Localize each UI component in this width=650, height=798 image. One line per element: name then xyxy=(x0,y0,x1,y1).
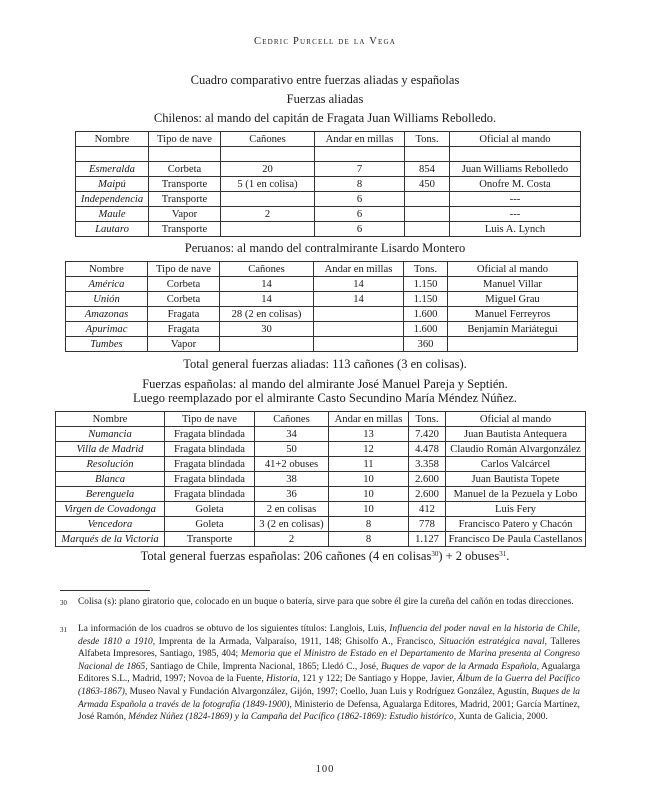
col-header-speed: Andar en millas xyxy=(329,412,409,427)
col-header-ship-type: Tipo de nave xyxy=(149,132,221,147)
cell-officer: Carlos Valcárcel xyxy=(446,457,586,472)
cell-tons: 412 xyxy=(409,502,446,517)
cell-tons: 4.478 xyxy=(409,442,446,457)
cell-cannons: 2 xyxy=(255,532,329,547)
spain-total-text: Total general fuerzas españolas: 206 cañones (4 en colisas xyxy=(140,549,432,563)
cell-tons: 1.600 xyxy=(404,307,448,322)
cell-officer: Juan Williams Rebolledo xyxy=(450,162,581,177)
cell-cannons: 38 xyxy=(255,472,329,487)
table-row xyxy=(76,192,581,207)
footnote-text-part: , Talleres Alfabeta Impresores, Santiago, 1985, 404; xyxy=(78,636,580,660)
page-title: Cuadro comparativo entre fuerzas aliadas y españolas xyxy=(190,73,460,87)
footnote-number: 30 xyxy=(60,599,67,607)
cell-ship-type: Transporte xyxy=(165,532,255,547)
footnote-text-part: La información de los cuadros se obtuvo de los siguientes títulos: Langlois, Luis, xyxy=(78,624,390,634)
cell-officer: --- xyxy=(450,207,581,222)
cell-ship-type: Fragata xyxy=(148,307,220,322)
cell-officer: Francisco De Paula Castellanos xyxy=(446,532,586,547)
cell-ship-type: Fragata blindada xyxy=(165,427,255,442)
peru-table xyxy=(65,261,578,352)
table-row xyxy=(66,277,578,292)
cell-speed: 8 xyxy=(329,532,409,547)
footnote-title: Méndez Núñez (1824-1869) y la Campaña del Pacífico (1862-1869): Estudio histórico, xyxy=(128,712,457,723)
cell-speed xyxy=(314,322,404,337)
spain-table xyxy=(55,411,586,547)
footnote-text-part: , Santiago de Chile, Imprenta Nacional, 1865; Lledó C., José, xyxy=(145,661,381,672)
col-header-name: Nombre xyxy=(66,262,148,277)
cell-cannons: 14 xyxy=(220,292,314,307)
table-row xyxy=(56,472,586,487)
footnote-divider xyxy=(60,590,150,591)
cell-ship-type: Fragata blindada xyxy=(165,472,255,487)
table-header-row xyxy=(76,132,581,147)
cell-officer: Juan Bautista Antequera xyxy=(446,427,586,442)
footnote-title: Influencia del poder naval en la historia de Chile, desde 1810 a 1910 xyxy=(78,624,580,647)
cell-cannons: 36 xyxy=(255,487,329,502)
cell-speed: 12 xyxy=(329,442,409,457)
cell-tons: 1.150 xyxy=(404,292,448,307)
cell-name: Maipú xyxy=(76,177,149,192)
cell-tons: 2.600 xyxy=(409,487,446,502)
cell-officer: Manuel Villar xyxy=(448,277,578,292)
table-row xyxy=(76,222,581,237)
table-row xyxy=(56,457,586,472)
cell-officer: Manuel Ferreyros xyxy=(448,307,578,322)
cell-name: Blanca xyxy=(56,472,165,487)
cell-ship-type: Corbeta xyxy=(148,292,220,307)
cell-cannons: 50 xyxy=(255,442,329,457)
cell-ship-type: Fragata blindada xyxy=(165,457,255,472)
table-row xyxy=(56,517,586,532)
cell-name: Esmeralda xyxy=(76,162,149,177)
spain-heading-1: Fuerzas españolas: al mando del almirante José Manuel Pareja y Septién. xyxy=(142,377,508,391)
col-header-officer: Oficial al mando xyxy=(446,412,586,427)
cell-ship-type: Corbeta xyxy=(148,277,220,292)
cell-speed: 14 xyxy=(314,292,404,307)
cell-officer: Luis Fery xyxy=(446,502,586,517)
cell-ship-type: Transporte xyxy=(149,177,221,192)
spain-total-text-middle: ) + 2 obuses xyxy=(438,549,500,563)
cell-name: Berenguela xyxy=(56,487,165,502)
col-header-speed: Andar en millas xyxy=(315,132,405,147)
cell-name: Maule xyxy=(76,207,149,222)
col-header-officer: Oficial al mando xyxy=(448,262,578,277)
footnote-text-part: , Ministerio de Defensa, Agualarga Editores, Madrid, 2001; García Martínez, José Ramón, xyxy=(78,699,580,723)
table-row xyxy=(76,147,581,162)
cell-cannons xyxy=(220,337,314,352)
cell-cannons xyxy=(221,192,315,207)
cell-tons xyxy=(405,222,450,237)
footnote-title: Historia xyxy=(266,674,298,685)
col-header-name: Nombre xyxy=(56,412,165,427)
footnote-ref-30[interactable]: 30 xyxy=(431,550,439,558)
cell-ship-type xyxy=(149,147,221,162)
col-header-officer: Oficial al mando xyxy=(450,132,581,147)
footnote-text-part: , Agualarga Editores S.L., Madrid, 1997; Novoa de la Fuente, xyxy=(78,661,581,685)
table-row xyxy=(76,162,581,177)
cell-officer: Miguel Grau xyxy=(448,292,578,307)
cell-name: Independencia xyxy=(76,192,149,207)
cell-officer: Onofre M. Costa xyxy=(450,177,581,192)
cell-name: Virgen de Covadonga xyxy=(56,502,165,517)
cell-name: Resolución xyxy=(56,457,165,472)
footnote-text-part: Xunta de Galicia, 2000. xyxy=(456,712,548,723)
cell-officer xyxy=(448,337,578,352)
table-header-row xyxy=(56,412,586,427)
footnote-title: Buques de la Armada Española a través de la fotografía (1849-1900) xyxy=(78,686,580,710)
footnote-title: Buques de vapor de la Armada Española xyxy=(380,661,537,672)
cell-ship-type: Goleta xyxy=(165,517,255,532)
cell-cannons: 30 xyxy=(220,322,314,337)
cell-officer: Claudio Román Alvargonzález xyxy=(446,442,586,457)
table-row xyxy=(56,487,586,502)
page-number: 100 xyxy=(315,764,335,775)
footnote-title: Memoria que el Ministro de Estado en el Departamento de Marina presenta al Congreso Nacional de 1865 xyxy=(78,649,580,672)
cell-officer: Benjamín Mariátegui xyxy=(448,322,578,337)
cell-speed: 8 xyxy=(315,177,405,192)
col-header-speed: Andar en millas xyxy=(314,262,404,277)
col-header-cannons: Cañones xyxy=(221,132,315,147)
cell-name: Tumbes xyxy=(66,337,148,352)
cell-tons: 2.600 xyxy=(409,472,446,487)
cell-ship-type: Corbeta xyxy=(149,162,221,177)
table-row xyxy=(66,292,578,307)
table-row xyxy=(76,177,581,192)
cell-ship-type: Fragata blindada xyxy=(165,442,255,457)
footnote-number: 31 xyxy=(60,626,67,634)
footnote-text: Colisa (s): plano giratorio que, colocado en un buque o batería, sirve para que sobre él gire la cureña del cañón en todas direcciones. xyxy=(78,597,574,607)
cell-cannons xyxy=(221,222,315,237)
cell-ship-type: Vapor xyxy=(148,337,220,352)
cell-cannons: 2 en colisas xyxy=(255,502,329,517)
footnote-31 xyxy=(60,623,580,724)
allied-forces-heading: Fuerzas aliadas xyxy=(286,92,364,106)
footnote-30 xyxy=(60,596,580,609)
footnote-title: Situación estratégica naval xyxy=(439,636,545,647)
cell-name xyxy=(76,147,149,162)
footnote-text-part: , 121 y 122; De Santiago y Hoppe, Javier, xyxy=(297,674,458,685)
table-row xyxy=(56,442,586,457)
cell-ship-type: Vapor xyxy=(149,207,221,222)
cell-cannons: 2 xyxy=(221,207,315,222)
cell-cannons: 20 xyxy=(221,162,315,177)
cell-tons xyxy=(405,147,450,162)
col-header-cannons: Cañones xyxy=(255,412,329,427)
col-header-name: Nombre xyxy=(76,132,149,147)
cell-tons: 450 xyxy=(405,177,450,192)
cell-speed: 6 xyxy=(315,207,405,222)
cell-speed: 6 xyxy=(315,192,405,207)
table-row xyxy=(56,427,586,442)
cell-tons xyxy=(405,192,450,207)
table-row xyxy=(56,502,586,517)
col-header-tons: Tons. xyxy=(409,412,446,427)
col-header-cannons: Cañones xyxy=(220,262,314,277)
cell-tons: 854 xyxy=(405,162,450,177)
table-row xyxy=(76,207,581,222)
cell-tons: 1.127 xyxy=(409,532,446,547)
table-row xyxy=(66,337,578,352)
cell-speed xyxy=(315,147,405,162)
cell-cannons: 34 xyxy=(255,427,329,442)
cell-name: Amazonas xyxy=(66,307,148,322)
cell-speed: 7 xyxy=(315,162,405,177)
cell-tons: 3.358 xyxy=(409,457,446,472)
chile-heading: Chilenos: al mando del capitán de Fragata Juan Williams Rebolledo. xyxy=(153,111,497,125)
chile-table xyxy=(75,131,581,237)
col-header-ship-type: Tipo de nave xyxy=(148,262,220,277)
cell-tons: 1.150 xyxy=(404,277,448,292)
spain-total-text-end: . xyxy=(506,549,510,563)
cell-speed: 13 xyxy=(329,427,409,442)
cell-name: América xyxy=(66,277,148,292)
table-header-row xyxy=(66,262,578,277)
footnote-text-part: , Imprenta de la Armada, Valparaíso, 1911, 148; Ghisolfo A., Francisco, xyxy=(152,636,440,647)
table-row xyxy=(66,322,578,337)
cell-name: Marqués de la Victoria xyxy=(56,532,165,547)
cell-name: Numancia xyxy=(56,427,165,442)
cell-ship-type: Fragata xyxy=(148,322,220,337)
cell-officer: Luis A. Lynch xyxy=(450,222,581,237)
cell-tons: 7.420 xyxy=(409,427,446,442)
cell-name: Lautaro xyxy=(76,222,149,237)
cell-name: Villa de Madrid xyxy=(56,442,165,457)
cell-cannons: 14 xyxy=(220,277,314,292)
footnote-text xyxy=(78,623,580,724)
cell-speed: 10 xyxy=(329,472,409,487)
cell-name: Apurimac xyxy=(66,322,148,337)
col-header-tons: Tons. xyxy=(405,132,450,147)
spain-heading-2: Luego reemplazado por el almirante Casto Secundino María Méndez Núñez. xyxy=(133,391,517,405)
cell-officer xyxy=(450,147,581,162)
col-header-ship-type: Tipo de nave xyxy=(165,412,255,427)
running-head: Cedric Purcell de la Vega xyxy=(253,36,396,47)
table-row xyxy=(56,532,586,547)
cell-cannons: 3 (2 en colisas) xyxy=(255,517,329,532)
cell-name: Unión xyxy=(66,292,148,307)
cell-tons: 1.600 xyxy=(404,322,448,337)
cell-cannons: 28 (2 en colisas) xyxy=(220,307,314,322)
peru-heading: Peruanos: al mando del contralmirante Lisardo Montero xyxy=(184,241,466,255)
cell-speed xyxy=(314,307,404,322)
cell-officer: Francisco Patero y Chacón xyxy=(446,517,586,532)
footnote-title: Álbum de la Guerra del Pacífico (1863-1867) xyxy=(78,674,580,697)
cell-speed xyxy=(314,337,404,352)
cell-officer: Manuel de la Pezuela y Lobo xyxy=(446,487,586,502)
footnote-text-part: , Museo Naval y Fundación Alvargonzález, Gijón, 1997; Coello, Juan Luis y Rodríguez González, Agustín, xyxy=(124,686,532,697)
cell-tons: 360 xyxy=(404,337,448,352)
cell-tons xyxy=(405,207,450,222)
cell-speed: 11 xyxy=(329,457,409,472)
cell-ship-type: Goleta xyxy=(165,502,255,517)
cell-ship-type: Transporte xyxy=(149,192,221,207)
allied-total: Total general fuerzas aliadas: 113 cañones (3 en colisas). xyxy=(183,357,467,371)
cell-officer: Juan Bautista Topete xyxy=(446,472,586,487)
cell-cannons xyxy=(221,147,315,162)
cell-speed: 6 xyxy=(315,222,405,237)
spain-total xyxy=(0,549,650,564)
cell-cannons: 41+2 obuses xyxy=(255,457,329,472)
cell-speed: 14 xyxy=(314,277,404,292)
cell-officer: --- xyxy=(450,192,581,207)
cell-ship-type: Fragata blindada xyxy=(165,487,255,502)
cell-ship-type: Transporte xyxy=(149,222,221,237)
col-header-tons: Tons. xyxy=(404,262,448,277)
footnote-ref-31[interactable]: 31 xyxy=(499,550,507,558)
cell-speed: 8 xyxy=(329,517,409,532)
cell-tons: 778 xyxy=(409,517,446,532)
cell-speed: 10 xyxy=(329,502,409,517)
cell-speed: 10 xyxy=(329,487,409,502)
cell-cannons: 5 (1 en colisa) xyxy=(221,177,315,192)
cell-name: Vencedora xyxy=(56,517,165,532)
table-row xyxy=(66,307,578,322)
